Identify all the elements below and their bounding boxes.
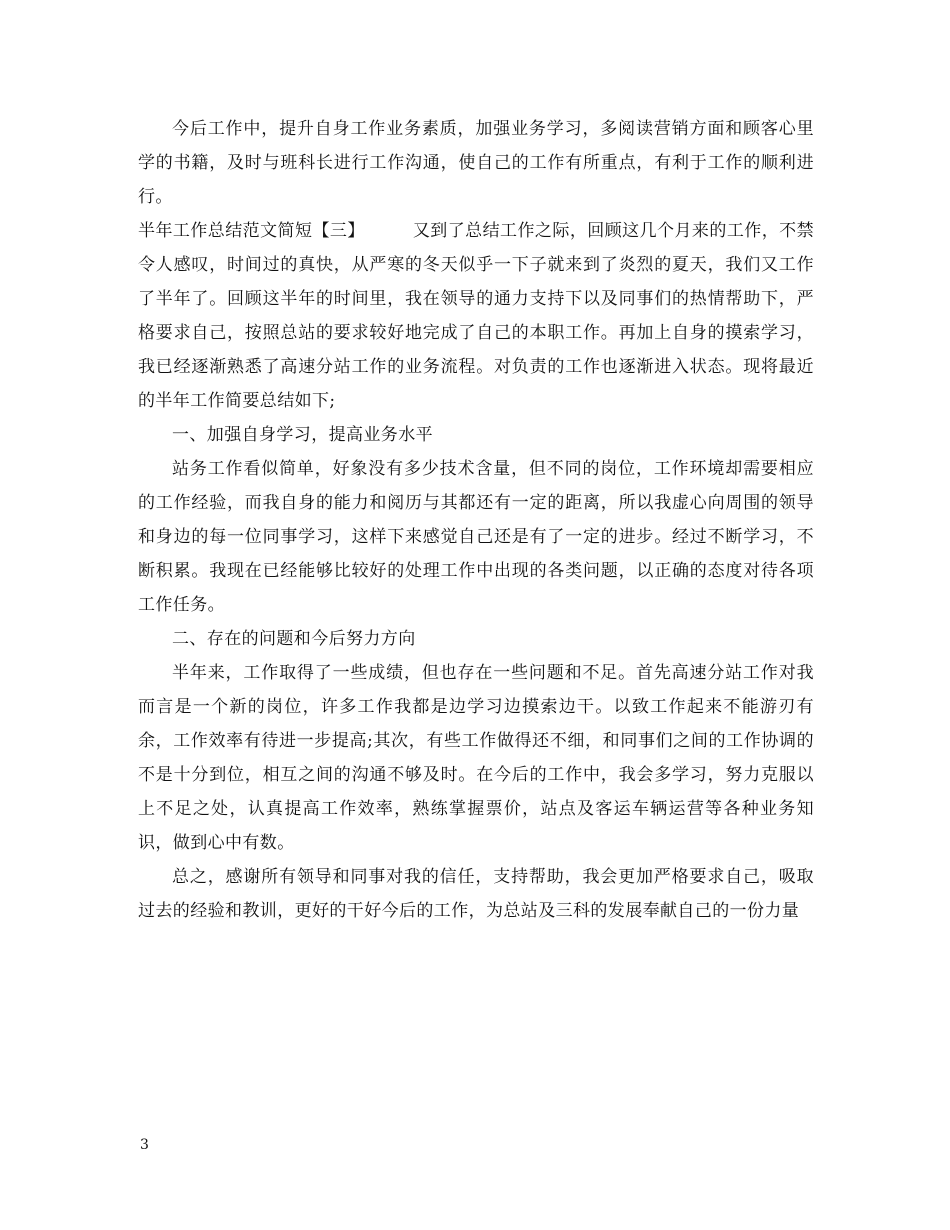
subheading-problems [138, 622, 814, 656]
subheading-study [138, 418, 814, 452]
section-heading: 半年工作总结范文简短【三】 [138, 221, 365, 241]
paragraph-text: 总之，感谢所有领导和同事对我的信任，支持帮助，我会更加严格要求自己，吸取过去的经验和教训，更好的干好今后的工作，为总站及三科的发展奉献自己的一份力量 [138, 867, 814, 921]
paragraph-text: 半年来，工作取得了一些成绩，但也存在一些问题和不足。首先高速分站工作对我而言是一个新的岗位，许多工作我都是边学习边摸索边干。以致工作起来不能游刃有余，工作效率有待进一步提高;其次，有些工作做得还不细，和同事们之间的工作协调的不是十分到位，相互之间的沟通不够及时。在今后的工作中，我会多学习，努力克服以上不足之处，认真提高工作效率，熟练掌握票价，站点及客运车辆运营等各种业务知识，做到心中有数。 [138, 663, 814, 853]
paragraph-text: 站务工作看似简单，好象没有多少技术含量，但不同的岗位，工作环境却需要相应的工作经验，而我自身的能力和阅历与其都还有一定的距离，所以我虚心向周围的领导和身边的每一位同事学习，这样下来感觉自己还是有了一定的进步。经过不断学习，不断积累。我现在已经能够比较好的处理工作中出现的各类问题，以正确的态度对待各项工作任务。 [138, 459, 814, 615]
paragraph-text: 又到了总结工作之际，回顾这几个月来的工作，不禁令人感叹，时间过的真快，从严寒的冬天似乎一下子就来到了炎烈的夏天，我们又工作了半年了。回顾这半年的时间里，我在领导的通力支持下以及同事们的热情帮助下，严格要求自己，按照总站的要求较好地完成了自己的本职工作。再加上自身的摸索学习，我已经逐渐熟悉了高速分站工作的业务流程。对负责的工作也逐渐进入状态。现将最近的半年工作简要总结如下; [138, 221, 814, 411]
subheading-text: 一、加强自身学习，提高业务水平 [172, 425, 433, 445]
paragraph-problems [138, 656, 814, 860]
paragraph-text: 今后工作中，提升自身工作业务素质，加强业务学习，多阅读营销方面和顾客心里学的书籍，及时与班科长进行工作沟通，使自己的工作有所重点，有利于工作的顺利进行。 [138, 119, 814, 207]
paragraph-intro [138, 112, 814, 214]
page-number: 3 [140, 1137, 149, 1153]
paragraph-conclusion [138, 860, 814, 928]
subheading-text: 二、存在的问题和今后努力方向 [172, 629, 416, 649]
paragraph-section-three [138, 214, 814, 418]
paragraph-study [138, 452, 814, 622]
document-body [138, 112, 814, 928]
